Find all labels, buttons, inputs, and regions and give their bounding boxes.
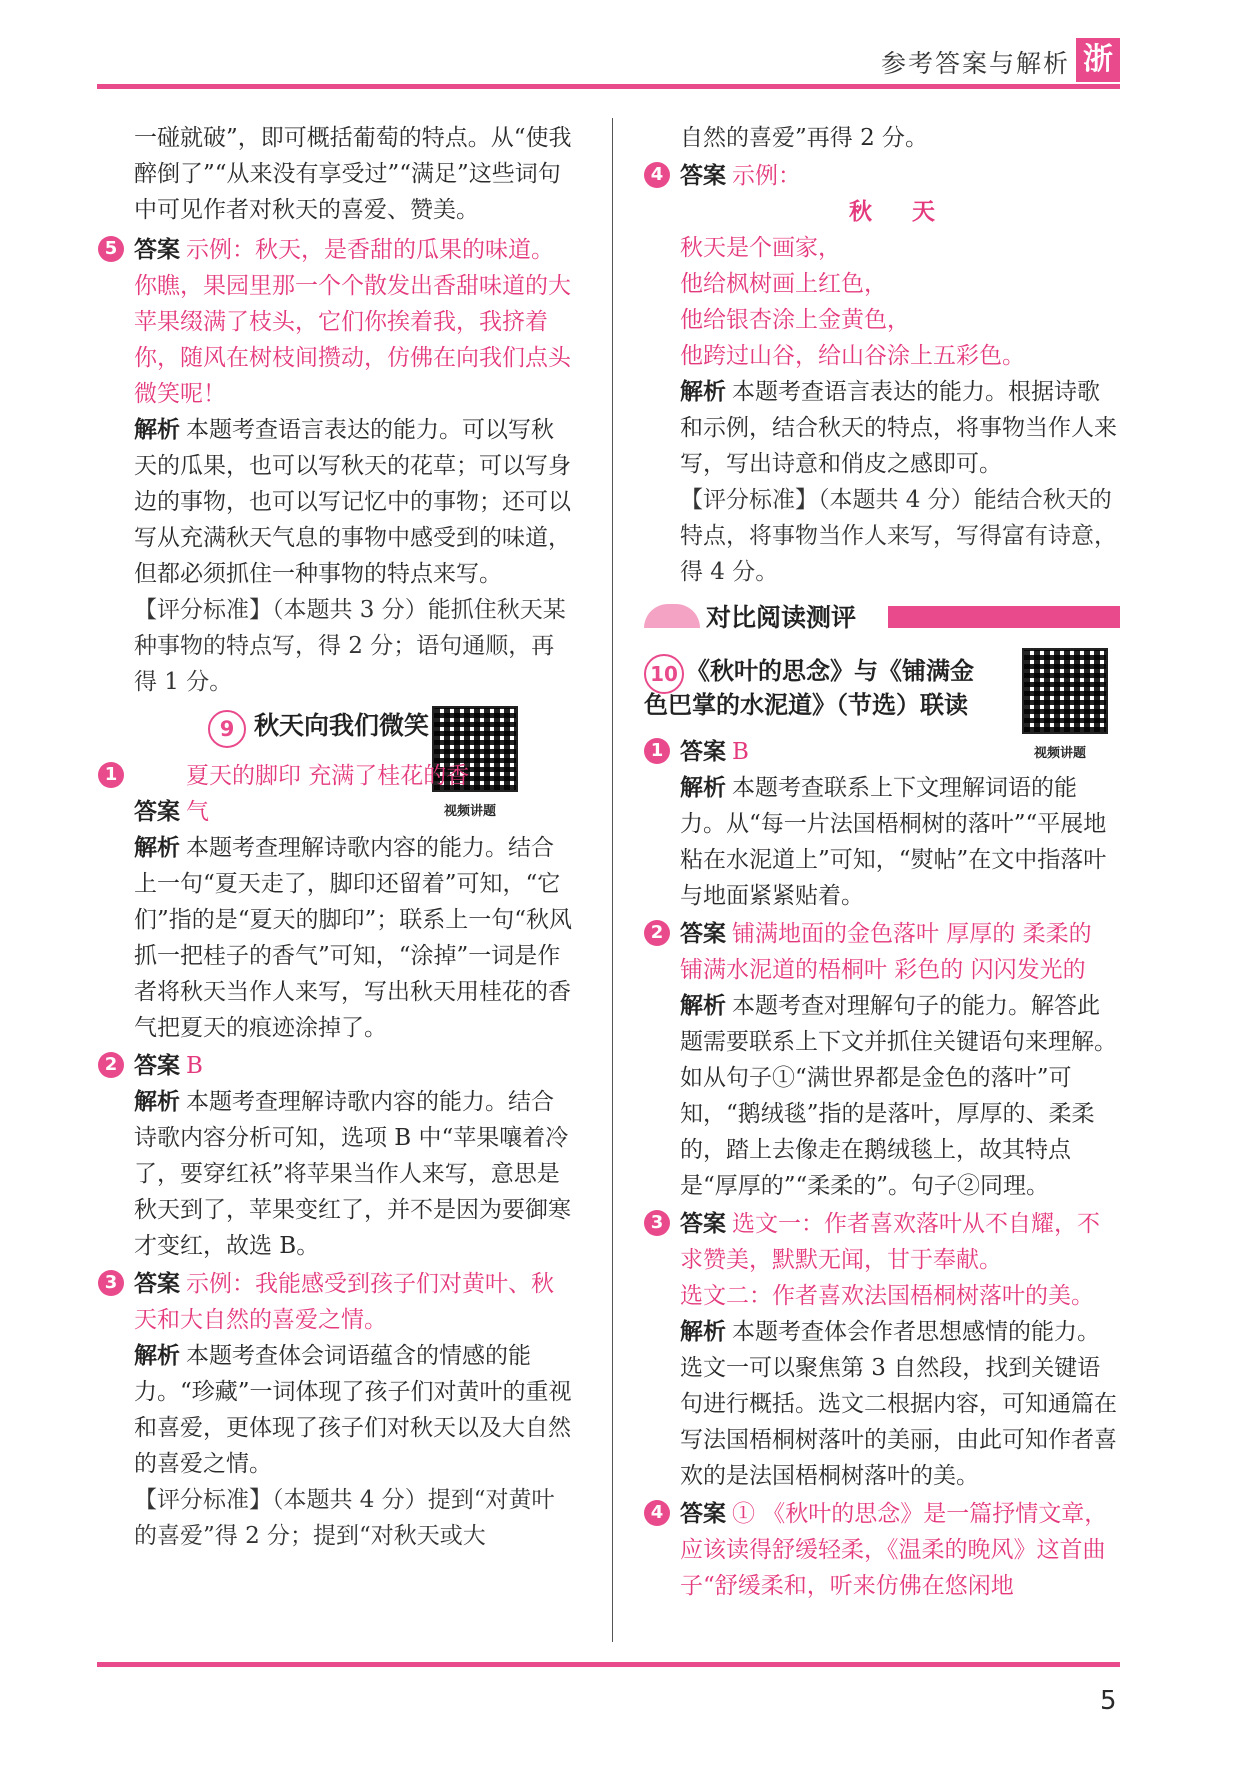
analysis-paragraph — [680, 770, 1120, 914]
section-title-line2: 色巴掌的水泥道》（节选）联读 — [644, 691, 968, 719]
section10-question-1 — [644, 734, 1120, 914]
section10-question-4 — [644, 1496, 1120, 1604]
poem-line: 他跨过山谷，给山谷涂上五彩色。 — [680, 343, 1025, 369]
page-number: 5 — [1100, 1686, 1117, 1716]
answer-text: 示例： — [732, 163, 801, 189]
section9-question-3 — [98, 1266, 576, 1554]
section10-question-3 — [644, 1206, 1120, 1494]
analysis-text: 本题考查对理解句子的能力。解答此题需要联系上下文并抓住关键语句来理解。如从句子①“满世界都是金色的落叶”可知，“鹅绒毯”指的是落叶，厚厚的、柔柔的，踏上去像走在鹅绒毯上，故其特点是“厚厚的”“柔柔的”。句子②同理。 — [680, 993, 1117, 1199]
section10-question-2 — [644, 916, 1120, 1204]
analysis-text: 本题考查理解诗歌内容的能力。结合上一句“夏天走了，脚印还留着”可知，“它们”指的是“夏天的脚印”；联系上一句“秋风抓一把桂子的香气”可知，“涂掉”一词是作者将秋天当作人来写，写出秋天用桂花的香气把夏天的痕迹涂掉了。 — [134, 835, 573, 1041]
left-column — [98, 120, 576, 1556]
question-number-badge: 1 — [98, 762, 124, 788]
answer-label: 答案 — [134, 799, 180, 825]
answer-text: 示例：我能感受到孩子们对黄叶、秋天和大自然的喜爱之情。 — [134, 1271, 554, 1333]
answer-label: 答案 — [680, 1501, 726, 1527]
leaf-icon — [644, 604, 700, 628]
analysis-paragraph — [134, 1084, 576, 1264]
analysis-text: 本题考查体会作者思想感情的能力。选文一可以聚焦第 3 自然段，找到关键语句进行概括。选文二根据内容，可知通篇在写法国梧桐树落叶的美丽，由此可知作者喜欢的是法国梧桐树落叶的美。 — [680, 1319, 1117, 1489]
question-number-badge: 4 — [644, 162, 670, 188]
answer-text: 夏天的脚印 充满了桂花的香气 — [186, 763, 470, 825]
analysis-paragraph — [134, 830, 576, 1046]
answer-label: 答案 — [680, 163, 726, 189]
answer-label: 答案 — [680, 921, 726, 947]
question-number-badge: 2 — [98, 1052, 124, 1078]
answer-text: 选文一：作者喜欢落叶从不自耀，不求赞美，默默无闻，甘于奉献。 — [680, 1211, 1100, 1273]
banner-title: 对比阅读测评 — [706, 603, 857, 632]
analysis-paragraph — [680, 1314, 1120, 1494]
analysis-paragraph — [134, 412, 576, 592]
answer-label: 答案 — [134, 237, 180, 263]
analysis-label: 解析 — [680, 775, 726, 801]
qr-caption: 视频讲题 — [444, 804, 497, 819]
analysis-label: 解析 — [680, 1319, 726, 1345]
answer-label: 答案 — [680, 739, 726, 765]
rubric-text: 【评分标准】（本题共 3 分）能抓住秋天某种事物的特点写，得 2 分；语句通顺，再得 1 分。 — [134, 597, 566, 695]
answer-text: B — [186, 1053, 203, 1079]
answer-text: 示例：秋天，是香甜的瓜果的味道。你瞧，果园里那一个个散发出香甜味道的大苹果缀满了枝头，它们你挨着我，我挤着你，随风在树枝间攒动，仿佛在向我们点头微笑呢！ — [134, 237, 571, 407]
column-divider — [612, 118, 613, 1642]
header-rule — [97, 84, 1120, 89]
question-number-badge: 3 — [98, 1270, 124, 1296]
question-number-badge: 3 — [644, 1210, 670, 1236]
right-intro-text: 自然的喜爱”再得 2 分。 — [680, 125, 929, 151]
question-number-badge: 1 — [644, 738, 670, 764]
question-number-badge: 2 — [644, 920, 670, 946]
analysis-text: 本题考查语言表达的能力。根据诗歌和示例，结合秋天的特点，将事物当作人来写，写出诗意和俏皮之感即可。 — [680, 379, 1117, 477]
banner-band — [888, 606, 1120, 628]
right-question-4 — [644, 158, 1120, 590]
question-number-badge: 4 — [644, 1500, 670, 1526]
analysis-label: 解析 — [134, 417, 180, 443]
analysis-paragraph — [134, 1338, 576, 1482]
poem-line: 秋天是个画家， — [680, 235, 841, 261]
page-header-title: 参考答案与解析 — [880, 49, 1070, 78]
analysis-text: 本题考查联系上下文理解词语的能力。从“每一片法国梧桐树的落叶”“平展地粘在水泥道上”可知，“熨帖”在文中指落叶与地面紧紧贴着。 — [680, 775, 1107, 909]
section-title-line1: 《秋叶的思念》与《铺满金 — [686, 657, 974, 685]
analysis-paragraph — [680, 374, 1120, 482]
poem-line: 他给枫树画上红色， — [680, 271, 887, 297]
page-header-badge: 浙 — [1076, 38, 1120, 82]
section-number: 9 — [208, 710, 246, 748]
question-number-badge: 5 — [98, 236, 124, 262]
analysis-label: 解析 — [134, 1343, 180, 1369]
answer-text-2: 选文二：作者喜欢法国梧桐树落叶的美。 — [680, 1283, 1094, 1309]
footer-rule — [97, 1662, 1120, 1667]
answer-label: 答案 — [134, 1271, 180, 1297]
answer-label: 答案 — [680, 1211, 726, 1237]
answer-text: B — [732, 739, 749, 765]
analysis-label: 解析 — [680, 379, 726, 405]
right-column — [644, 120, 1120, 1606]
analysis-label: 解析 — [680, 993, 726, 1019]
section9-question-2 — [98, 1048, 576, 1264]
left-question-5 — [98, 232, 576, 700]
left-intro-text: 一碰就破”，即可概括葡萄的特点。从“使我醉倒了”“从来没有享受过”“满足”这些词句中可见作者对秋天的喜爱、赞美。 — [134, 125, 572, 223]
poem-title: 秋 天 — [848, 198, 951, 225]
rubric-text: 【评分标准】（本题共 4 分）提到“对黄叶的喜爱”得 2 分；提到“对秋天或大 — [134, 1487, 555, 1549]
section-number: 10 — [644, 654, 684, 694]
contrast-reading-banner — [644, 598, 1120, 638]
analysis-text: 本题考查体会词语蕴含的情感的能力。“珍藏”一词体现了孩子们对黄叶的重视和喜爱，更体现了孩子们对秋天以及大自然的喜爱之情。 — [134, 1343, 572, 1477]
analysis-text: 本题考查理解诗歌内容的能力。结合诗歌内容分析可知，选项 B 中“苹果嚷着冷了，要穿红袄”将苹果当作人来写，意思是秋天到了，苹果变红了，并不是因为要御寒才变红，故选 B。 — [134, 1089, 571, 1259]
poem-line: 他给银杏涂上金黄色， — [680, 307, 910, 333]
section-title: 秋天向我们微笑 — [254, 711, 430, 740]
rubric-text: 【评分标准】（本题共 4 分）能结合秋天的特点，将事物当作人来写，写得富有诗意，得 4 分。 — [680, 487, 1117, 585]
answer-text: 铺满地面的金色落叶 厚厚的 柔柔的 铺满水泥道的梧桐叶 彩色的 闪闪发光的 — [680, 921, 1092, 983]
answer-text: ① 《秋叶的思念》是一篇抒情文章，应该读得舒缓轻柔，《温柔的晚风》这首曲子“舒缓柔和，听来仿佛在悠闲地 — [680, 1501, 1108, 1599]
answer-label: 答案 — [134, 1053, 180, 1079]
analysis-label: 解析 — [134, 1089, 180, 1115]
qr-caption: 视频讲题 — [1034, 746, 1087, 761]
analysis-text: 本题考查语言表达的能力。可以写秋天的瓜果，也可以写秋天的花草；可以写身边的事物，也可以写记忆中的事物；还可以写从充满秋天气息的事物中感受到的味道，但都必须抓住一种事物的特点来写。 — [134, 417, 571, 587]
analysis-label: 解析 — [134, 835, 180, 861]
analysis-paragraph — [680, 988, 1120, 1204]
section9-question-1 — [98, 758, 576, 1046]
qr-code-icon[interactable] — [1022, 648, 1108, 734]
